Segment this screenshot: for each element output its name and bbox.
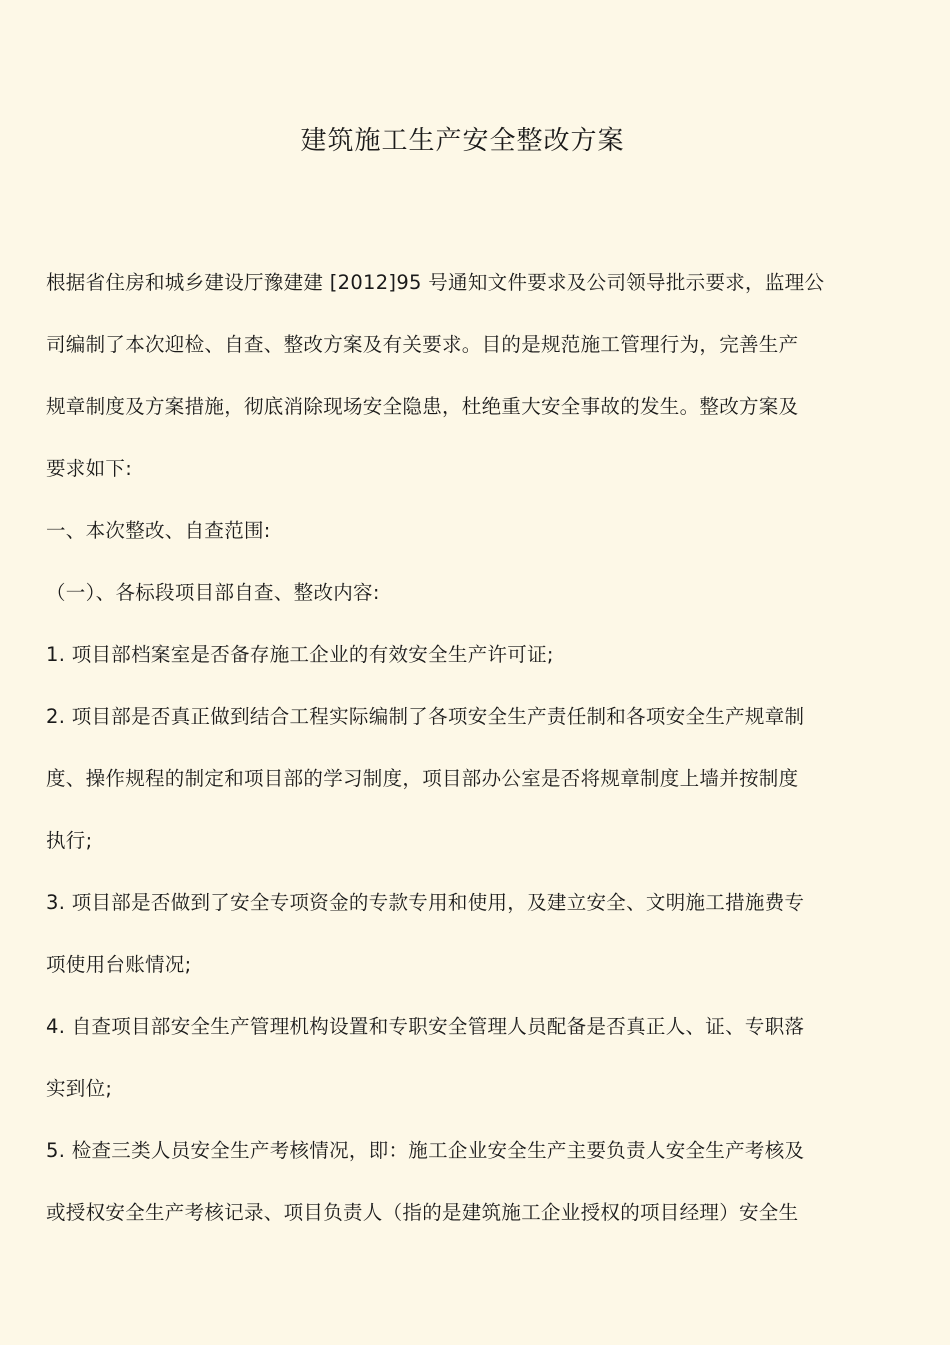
list-item-continuation: 执行; — [46, 829, 93, 852]
list-item-continuation: 或授权安全生产考核记录、项目负责人（指的是建筑施工企业授权的项目经理）安全生 — [46, 1201, 799, 1224]
paragraph-line: 根据省住房和城乡建设厅豫建建 [2012]95 号通知文件要求及公司领导批示要求，监理公 — [46, 271, 825, 294]
paragraph-line: 司编制了本次迎检、自查、整改方案及有关要求。目的是规范施工管理行为，完善生产 — [46, 333, 799, 356]
list-item-continuation: 度、操作规程的制定和项目部的学习制度，项目部办公室是否将规章制度上墙并按制度 — [46, 767, 799, 790]
list-item: 1. 项目部档案室是否备存施工企业的有效安全生产许可证; — [46, 643, 554, 666]
list-item: 5. 检查三类人员安全生产考核情况，即：施工企业安全生产主要负责人安全生产考核及 — [46, 1139, 805, 1162]
document-title: 建筑施工生产安全整改方案 — [300, 126, 625, 156]
subsection-heading: （一）、各标段项目部自查、整改内容: — [46, 581, 380, 604]
list-item-continuation: 项使用台账情况; — [46, 953, 192, 976]
paragraph-line: 规章制度及方案措施，彻底消除现场安全隐患，杜绝重大安全事故的发生。整改方案及 — [46, 395, 799, 418]
list-item-continuation: 实到位; — [46, 1077, 113, 1100]
list-item: 3. 项目部是否做到了安全专项资金的专款专用和使用，及建立安全、文明施工措施费专 — [46, 891, 805, 914]
section-heading: 一、本次整改、自查范围: — [46, 519, 271, 542]
list-item: 4. 自查项目部安全生产管理机构设置和专职安全管理人员配备是否真正人、证、专职落 — [46, 1015, 805, 1038]
list-item: 2. 项目部是否真正做到结合工程实际编制了各项安全生产责任制和各项安全生产规章制 — [46, 705, 805, 728]
paragraph-line: 要求如下: — [46, 457, 133, 480]
